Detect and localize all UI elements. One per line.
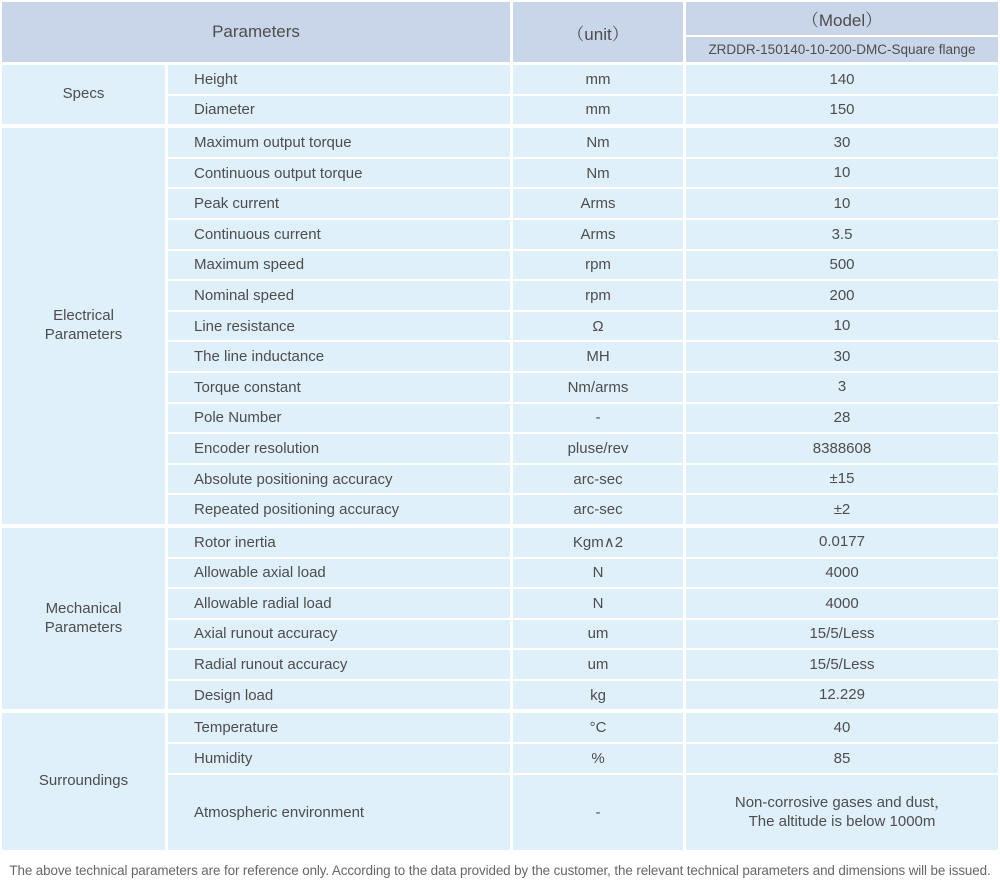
section-rows (168, 65, 998, 124)
param-name: Diameter (168, 96, 510, 125)
param-value: 85 (686, 744, 998, 773)
param-name: Temperature (168, 713, 510, 742)
param-name: Continuous current (168, 220, 510, 249)
param-unit: Nm (513, 128, 683, 157)
param-name: Design load (168, 681, 510, 710)
param-unit: um (513, 650, 683, 679)
param-value: 15/5/Less (686, 620, 998, 649)
table-row (168, 220, 998, 249)
table-body (2, 65, 998, 850)
section-rows (168, 128, 998, 524)
table-row (168, 775, 998, 850)
table-row (168, 650, 998, 679)
section-specs (2, 65, 998, 124)
param-unit: Arms (513, 220, 683, 249)
param-unit: arc-sec (513, 495, 683, 524)
param-value: 28 (686, 404, 998, 433)
param-name: Rotor inertia (168, 528, 510, 557)
table-row (168, 96, 998, 125)
table-row (168, 128, 998, 157)
param-value-line: The altitude is below 1000m (748, 813, 936, 831)
param-unit: N (513, 559, 683, 588)
section-rows (168, 713, 998, 849)
table-row (168, 495, 998, 524)
param-value: 15/5/Less (686, 650, 998, 679)
param-value: 30 (686, 342, 998, 371)
param-value: 8388608 (686, 434, 998, 463)
param-name: Absolute positioning accuracy (168, 465, 510, 494)
section-electrical-parameters (2, 128, 998, 524)
param-name: Nominal speed (168, 281, 510, 310)
param-value: 10 (686, 189, 998, 218)
table-row (168, 528, 998, 557)
param-name: Torque constant (168, 373, 510, 402)
param-unit: % (513, 744, 683, 773)
param-value: 12.229 (686, 681, 998, 710)
header-model: （Model） (686, 2, 998, 35)
param-unit: Nm (513, 159, 683, 188)
param-value: 30 (686, 128, 998, 157)
table-row (168, 189, 998, 218)
param-name: Allowable radial load (168, 589, 510, 618)
section-label-text: Surroundings (38, 772, 129, 790)
param-value: 3 (686, 373, 998, 402)
param-unit: rpm (513, 251, 683, 280)
section-rows (168, 528, 998, 710)
param-unit: um (513, 620, 683, 649)
table-row (168, 744, 998, 773)
section-label-text: Specs (62, 85, 105, 103)
table-row (168, 312, 998, 341)
param-value: 500 (686, 251, 998, 280)
param-value: 140 (686, 65, 998, 94)
table-header (2, 2, 998, 62)
param-value: 10 (686, 159, 998, 188)
param-name: Maximum speed (168, 251, 510, 280)
section-label (2, 713, 165, 849)
param-unit: °C (513, 713, 683, 742)
param-unit: - (513, 404, 683, 433)
param-unit: - (513, 775, 683, 850)
param-unit: kg (513, 681, 683, 710)
table-row (168, 65, 998, 94)
param-unit: pluse/rev (513, 434, 683, 463)
param-name: Allowable axial load (168, 559, 510, 588)
section-label (2, 128, 165, 524)
footer-note: The above technical parameters are for reference only. According to the data provided by the customer, the relevant technical parameters and dimensions will be issued. (9, 862, 991, 878)
param-name: Continuous output torque (168, 159, 510, 188)
header-model-column (686, 2, 998, 62)
param-value: 0.0177 (686, 528, 998, 557)
param-name: Radial runout accuracy (168, 650, 510, 679)
header-parameters: Parameters (2, 2, 510, 62)
param-value: 4000 (686, 559, 998, 588)
param-value: 200 (686, 281, 998, 310)
param-value: 3.5 (686, 220, 998, 249)
table-row (168, 434, 998, 463)
table-row (168, 281, 998, 310)
param-unit: Arms (513, 189, 683, 218)
param-unit: rpm (513, 281, 683, 310)
param-value-line: Non-corrosive gases and dust， (734, 793, 950, 811)
param-value: 150 (686, 96, 998, 125)
param-value: ±2 (686, 495, 998, 524)
section-label-text: Mechanical Parameters (44, 599, 123, 636)
param-value: 4000 (686, 589, 998, 618)
param-name: Encoder resolution (168, 434, 510, 463)
table-row (168, 404, 998, 433)
table-row (168, 713, 998, 742)
section-mechanical-parameters (2, 528, 998, 710)
param-unit: Ω (513, 312, 683, 341)
param-unit: N (513, 589, 683, 618)
table-row (168, 251, 998, 280)
param-name: Humidity (168, 744, 510, 773)
table-row (168, 342, 998, 371)
param-unit: MH (513, 342, 683, 371)
param-value (686, 775, 998, 850)
table-row (168, 373, 998, 402)
table-row (168, 159, 998, 188)
param-value: 40 (686, 713, 998, 742)
param-unit: Kgm∧2 (513, 528, 683, 557)
table-row (168, 465, 998, 494)
section-label (2, 528, 165, 710)
param-value: ±15 (686, 465, 998, 494)
param-name: Line resistance (168, 312, 510, 341)
param-unit: mm (513, 96, 683, 125)
param-unit: arc-sec (513, 465, 683, 494)
section-surroundings (2, 713, 998, 849)
param-name: Maximum output torque (168, 128, 510, 157)
param-name: Atmospheric environment (168, 775, 510, 850)
section-label (2, 65, 165, 124)
param-name: Repeated positioning accuracy (168, 495, 510, 524)
table-row (168, 620, 998, 649)
table-row (168, 589, 998, 618)
param-name: Height (168, 65, 510, 94)
table-row (168, 559, 998, 588)
param-name: The line inductance (168, 342, 510, 371)
param-name: Pole Number (168, 404, 510, 433)
param-name: Axial runout accuracy (168, 620, 510, 649)
param-value: 10 (686, 312, 998, 341)
header-model-number: ZRDDR-150140-10-200-DMC-Square flange (686, 37, 998, 62)
param-unit: Nm/arms (513, 373, 683, 402)
header-unit: （unit） (513, 2, 683, 62)
table-row (168, 681, 998, 710)
section-label-text: Electrical Parameters (44, 307, 123, 344)
param-name: Peak current (168, 189, 510, 218)
param-unit: mm (513, 65, 683, 94)
